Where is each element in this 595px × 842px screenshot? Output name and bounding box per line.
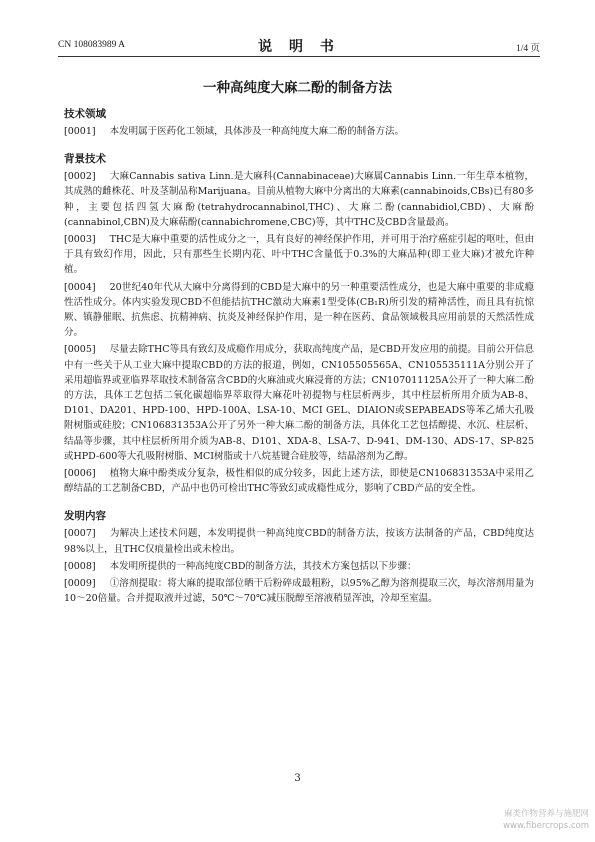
paragraph: [64, 124, 534, 139]
paragraph-text: 20世纪40年代从大麻中分离得到的CBD是大麻中的另一种重要活性成分，也是大麻中重要的非成瘾性活性成分。体内实验发现CBD不但能拮抗THC激动大麻素1型受体(CB₁R)所引发的精神活性，而且具有抗惊厥、镇静催眠、抗焦虑、抗精神病、抗炎及神经保护作用，是一种在医药、食品领域极具应用前景的天然活性成分。: [64, 281, 534, 339]
paragraph-number: [0004]: [64, 281, 96, 293]
document-title: 一种高纯度大麻二酚的制备方法: [203, 80, 392, 96]
paragraph: [64, 526, 534, 556]
paragraph-text: ①溶剂提取：将大麻的提取部位晒干后粉碎成最粗粉，以95%乙醇为溶剂提取三次，每次溶剂用量为10～20倍量。合并提取液并过滤，50℃～70℃减压脱醇至溶液稍显浑浊，冷却至室温。: [64, 578, 534, 605]
paragraph-number: [0003]: [64, 234, 96, 246]
document-type: 说 明 书: [258, 39, 340, 55]
page-header: [58, 36, 540, 54]
section-heading: 背景技术: [64, 153, 106, 166]
header-rule: [58, 56, 540, 57]
paragraph-text: 大麻Cannabis sativa Linn.是大麻科(Cannabinaceae)大麻属Cannabis Linn.一年生草本植物，其成熟的雌株花、叶及茎制品称Marijuana。目前从植物大麻中分离出的大麻素(cannabinoids,CBs)已有80多种，主要包括四氢大麻酚(tetrahydrocannabinol,THC)、大麻二酚(cannabidiol,CBD)、大麻酚(cannabinol,CBN)及大麻萜酚(cannabichromene,CBC)等，其中THC及CBD含量最高。: [64, 171, 534, 228]
paragraph: [64, 280, 534, 341]
paragraph-text: 为解决上述技术问题，本发明提供一种高纯度CBD的制备方法，按该方法制备的产品，CBD纯度达98%以上，且THC仅痕量检出或未检出。: [64, 528, 534, 555]
paragraph: [64, 169, 534, 230]
patent-number: CN 108083989 A: [58, 40, 126, 50]
page-number: 3: [294, 773, 301, 784]
section-heading: 发明内容: [64, 510, 106, 523]
paragraph-text: 本发明所提供的一种高纯度CBD的制备方法，其技术方案包括以下步骤：: [109, 560, 417, 572]
paragraph-text: 植物大麻中酚类成分复杂，极性相似的成分较多，因此上述方法，即使是CN106831353A中采用乙醇结晶的工艺制备CBD，产品中也仍可检出THC等致幻或成瘾性成分，影响了CBD产品的安全性。: [64, 468, 534, 495]
paragraph: [64, 559, 534, 574]
paragraph: [64, 576, 534, 606]
paragraph-number: [0007]: [64, 528, 96, 540]
paragraph-number: [0009]: [64, 578, 96, 590]
paragraph: [64, 232, 534, 278]
paragraph-number: [0006]: [64, 468, 96, 480]
paragraph-text: 本发明属于医药化工领域，具体涉及一种高纯度大麻二酚的制备方法。: [109, 126, 405, 137]
paragraph-number: [0002]: [64, 171, 96, 183]
paragraph-text: THC是大麻中重要的活性成分之一，具有良好的神经保护作用，并可用于治疗癌症引起的呕吐，但由于具有致幻作用，因此，只有那些生长期内花、叶中THC含量低于0.3%的大麻品种(即工业大麻)才被允许种植。: [64, 234, 534, 276]
paragraph: [64, 342, 534, 464]
page-of: 1/4 页: [515, 44, 540, 54]
paragraph-text: 尽量去除THC等具有致幻及成瘾作用成分，获取高纯度产品，是CBD开发应用的前提。目前公开信息中有一些关于从工业大麻中提取CBD的方法的报道，例如，CN105505565A、CN105535111A分别公开了采用超临界或亚临界萃取技术制备富含CBD的火麻油或火麻浸膏的方法；CN107011125A公开了一种大麻二酚的方法，具体工艺包括二氧化碳超临界萃取得大麻花叶初提物与柱层析两步，其中柱层析所用介质为AB-8、D101、DA201、HPD-100、HPD-100A、LSA-10、MCI GEL、DIAION或SEPABEADS等苯乙烯大孔吸附树脂或硅胶；CN106831353A公开了另外一种大麻二酚的制备方法，具体化工艺包括醇提、水沉、柱层析、结晶等步骤，其中柱层析所用介质为AB-8、D101、XDA-8、LSA-7、D-941、DM-130、ADS-17、SP-825或HPD-600等大孔吸附树脂、MCI树脂或十八烷基键合硅胶等，结晶溶剂为乙醇。: [64, 344, 534, 462]
watermark-name: 麻类作物营养与施肥网: [503, 809, 589, 819]
document-body: [64, 106, 534, 608]
watermark-url: www.fibercrops.com: [503, 821, 589, 831]
paragraph-number: [0008]: [64, 560, 96, 572]
paragraph-number: [0001]: [64, 126, 96, 137]
section-heading: 技术领域: [64, 108, 106, 120]
watermark: [503, 808, 589, 832]
paragraph-number: [0005]: [64, 344, 96, 356]
paragraph: [64, 466, 534, 496]
